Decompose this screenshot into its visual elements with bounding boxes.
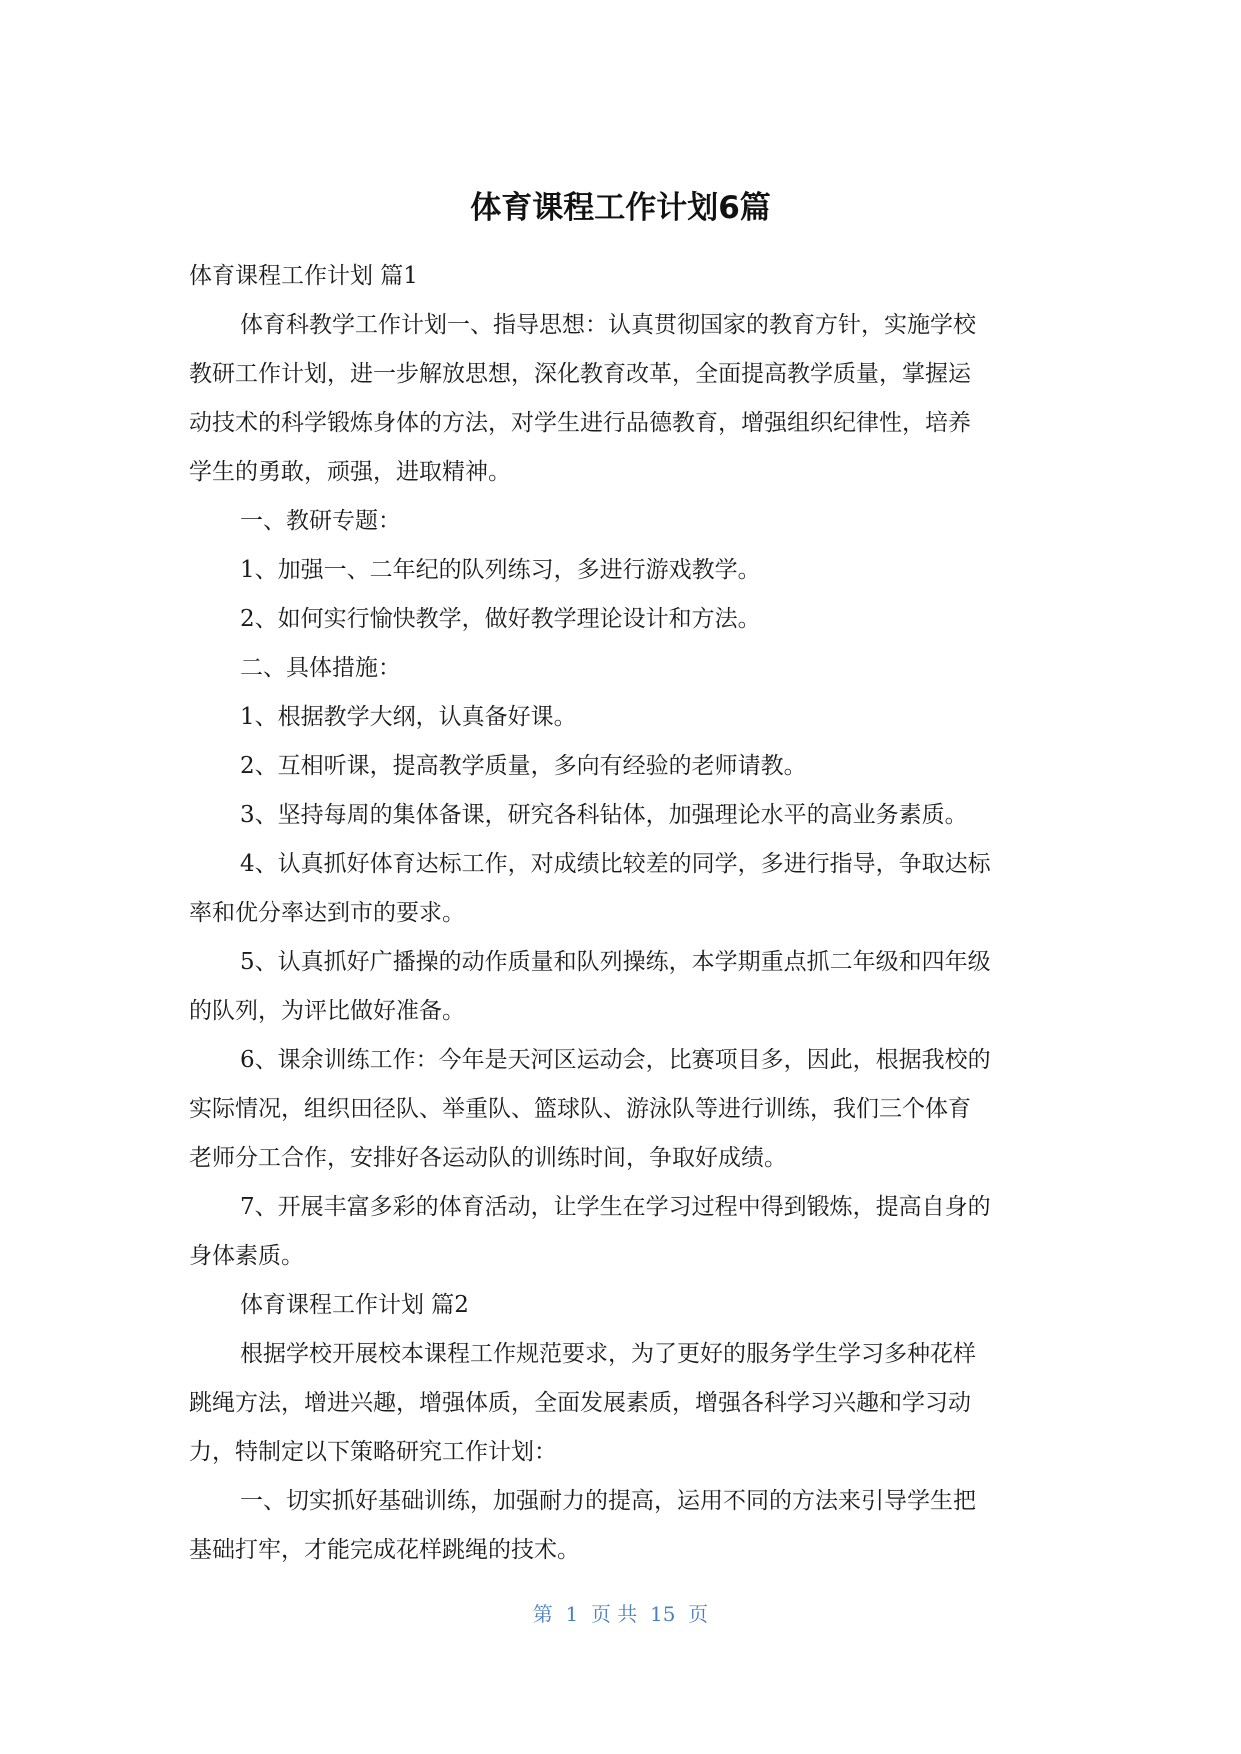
- paragraph-line: 7、开展丰富多彩的体育活动，让学生在学习过程中得到锻炼，提高自身的: [240, 1194, 991, 1220]
- paragraph-line: 1、加强一、二年纪的队列练习，多进行游戏教学。: [240, 557, 761, 583]
- document-body: [189, 252, 1055, 1575]
- paragraph-line: 学生的勇敢，顽强，进取精神。: [189, 459, 511, 485]
- paragraph-line: 的队列，为评比做好准备。: [189, 998, 465, 1024]
- paragraph-line: 跳绳方法，增进兴趣，增强体质，全面发展素质，增强各科学习兴趣和学习动: [189, 1390, 971, 1416]
- paragraph-line: 基础打牢，才能完成花样跳绳的技术。: [189, 1537, 580, 1563]
- paragraph-line: 力，特制定以下策略研究工作计划：: [189, 1439, 557, 1465]
- paragraph-line: 2、如何实行愉快教学，做好教学理论设计和方法。: [240, 606, 761, 632]
- paragraph-line: 老师分工合作，安排好各运动队的训练时间，争取好成绩。: [189, 1145, 787, 1171]
- paragraph-line: 动技术的科学锻炼身体的方法，对学生进行品德教育，增强组织纪律性，培养: [189, 410, 971, 436]
- document-title: 体育课程工作计划6篇: [470, 190, 771, 226]
- paragraph-line: 率和优分率达到市的要求。: [189, 900, 465, 926]
- paragraph-line: 一、切实抓好基础训练，加强耐力的提高，运用不同的方法来引导学生把: [240, 1488, 976, 1514]
- paragraph-line: 教研工作计划，进一步解放思想，深化教育改革，全面提高教学质量，掌握运: [189, 361, 971, 387]
- paragraph-line: 一、教研专题：: [240, 508, 401, 534]
- paragraph-line: 身体素质。: [189, 1243, 304, 1269]
- paragraph-line: 二、具体措施：: [240, 655, 401, 681]
- paragraph-line: 体育课程工作计划 篇2: [240, 1292, 469, 1318]
- paragraph-line: 体育科教学工作计划一、指导思想：认真贯彻国家的教育方针，实施学校: [240, 312, 976, 338]
- paragraph-line: 5、认真抓好广播操的动作质量和队列操练，本学期重点抓二年级和四年级: [240, 949, 991, 975]
- paragraph-line: 2、互相听课，提高教学质量，多向有经验的老师请教。: [240, 753, 807, 779]
- paragraph-line: 3、坚持每周的集体备课，研究各科钻体，加强理论水平的高业务素质。: [240, 802, 968, 828]
- page-footer: 第 1 页 共 15 页: [532, 1602, 709, 1626]
- paragraph-line: 6、课余训练工作：今年是天河区运动会，比赛项目多，因此，根据我校的: [240, 1047, 991, 1073]
- paragraph-line: 根据学校开展校本课程工作规范要求，为了更好的服务学生学习多种花样: [240, 1341, 976, 1367]
- paragraph-line: 实际情况，组织田径队、举重队、篮球队、游泳队等进行训练，我们三个体育: [189, 1096, 971, 1122]
- paragraph-line: 体育课程工作计划 篇1: [189, 263, 418, 289]
- paragraph-line: 4、认真抓好体育达标工作，对成绩比较差的同学，多进行指导，争取达标: [240, 851, 991, 877]
- paragraph-line: 1、根据教学大纲，认真备好课。: [240, 704, 577, 730]
